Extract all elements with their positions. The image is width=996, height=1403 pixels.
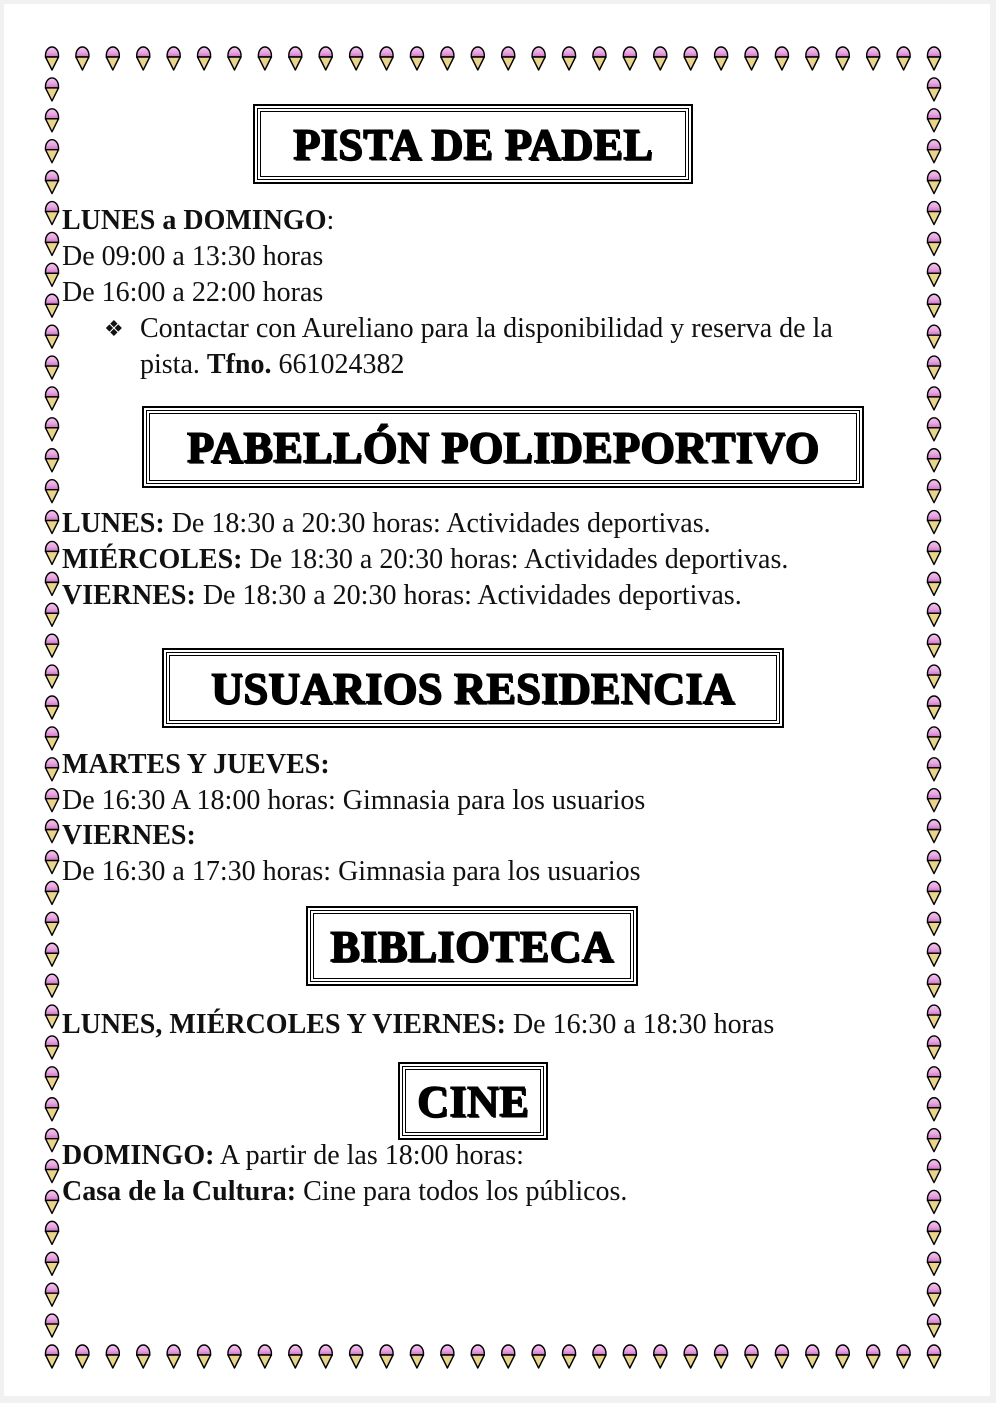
padel-note-line-1: Contactar con Aureliano para la disponibilidad y reserva de la: [140, 313, 833, 344]
ice-cream-cone-icon: [927, 1314, 940, 1337]
ice-cream-cone-icon: [350, 47, 363, 70]
ice-cream-cone-icon: [684, 1345, 697, 1368]
ice-cream-cone-icon: [289, 1345, 302, 1368]
ice-cream-cone-icon: [927, 1190, 940, 1213]
ice-cream-cone-icon: [228, 1345, 241, 1368]
ice-cream-cone-icon: [593, 47, 606, 70]
padel-hours-1: De 09:00 a 13:30 horas: [62, 241, 324, 272]
ice-cream-cone-icon: [927, 171, 940, 194]
ice-cream-cone-icon: [927, 511, 940, 534]
schedule-text: De 16:30 a 18:30 horas: [505, 1009, 775, 1040]
ice-cream-cone-icon: [45, 758, 58, 781]
ice-cream-cone-icon: [471, 47, 484, 70]
ice-cream-cone-icon: [927, 541, 940, 564]
residencia-line-1: De 16:30 A 18:00 horas: Gimnasia para los usuarios: [62, 785, 646, 816]
residencia-label-viernes: [62, 818, 196, 854]
cine-text-2: Cine para todos los públicos.: [296, 1176, 628, 1207]
ice-cream-cone-icon: [45, 974, 58, 997]
ice-cream-cone-icon: [867, 47, 880, 70]
ice-cream-cone-icon: [45, 1129, 58, 1152]
ice-cream-cone-icon: [45, 665, 58, 688]
document-page: [4, 4, 990, 1396]
ice-cream-cone-icon: [45, 202, 58, 225]
ice-cream-cone-icon: [45, 912, 58, 935]
row-text: De 18:30 a 20:30 horas: Actividades deportivas.: [164, 508, 711, 539]
residencia-line-2: De 16:30 a 17:30 horas: Gimnasia para los usuarios: [62, 856, 641, 887]
ice-cream-cone-icon: [45, 1190, 58, 1213]
cine-label-1: DOMINGO:: [62, 1140, 215, 1171]
ice-cream-cone-icon: [45, 1036, 58, 1059]
ice-cream-cone-icon: [45, 387, 58, 410]
row-label: VIERNES:: [62, 580, 196, 611]
ice-cream-cone-icon: [927, 78, 940, 101]
ice-cream-cone-icon: [76, 47, 89, 70]
row-label: LUNES:: [62, 508, 165, 539]
ice-cream-cone-icon: [927, 974, 940, 997]
title-pabellon-polideportivo: [146, 410, 860, 484]
ice-cream-cone-icon: [380, 47, 393, 70]
title-text: PISTA DE PADEL: [293, 119, 653, 169]
row-label: MIÉRCOLES:: [62, 544, 243, 575]
ice-cream-cone-icon: [45, 1252, 58, 1275]
ice-cream-cone-icon: [927, 1098, 940, 1121]
ice-cream-cone-icon: [137, 47, 150, 70]
ice-cream-cone-icon: [410, 47, 423, 70]
ice-cream-cone-icon: [897, 1345, 910, 1368]
ice-cream-cone-icon: [927, 1252, 940, 1275]
title-text: PABELLÓN POLIDEPORTIVO: [186, 422, 820, 472]
title-text: CINE: [416, 1076, 530, 1126]
ice-cream-cone-icon: [927, 232, 940, 255]
ice-cream-cone-icon: [927, 109, 940, 132]
ice-cream-cone-icon: [45, 1283, 58, 1306]
pabellon-row-miercoles: [62, 542, 788, 578]
ice-cream-cone-icon: [45, 1005, 58, 1028]
ice-cream-cone-icon: [927, 1129, 940, 1152]
ice-cream-cone-icon: [45, 480, 58, 503]
ice-cream-cone-icon: [927, 634, 940, 657]
ice-cream-cone-icon: [45, 1160, 58, 1183]
ice-cream-cone-icon: [927, 1345, 940, 1368]
title-text: USUARIOS RESIDENCIA: [210, 663, 736, 713]
padel-phone-label: Tfno.: [206, 349, 272, 380]
diamond-bullet-icon: ❖: [104, 316, 124, 341]
ice-cream-cone-icon: [927, 1067, 940, 1090]
ice-cream-cone-icon: [380, 1345, 393, 1368]
ice-cream-cone-icon: [745, 1345, 758, 1368]
ice-cream-cone-icon: [806, 1345, 819, 1368]
ice-cream-cone-icon: [45, 1221, 58, 1244]
ice-cream-cone-icon: [106, 1345, 119, 1368]
ice-cream-cone-icon: [927, 1005, 940, 1028]
cine-text-1: A partir de las 18:00 horas:: [214, 1140, 524, 1171]
ice-cream-cone-icon: [45, 449, 58, 472]
ice-cream-cone-icon: [532, 47, 545, 70]
ice-cream-cone-icon: [927, 325, 940, 348]
ice-cream-cone-icon: [623, 47, 636, 70]
ice-cream-cone-icon: [45, 418, 58, 441]
ice-cream-cone-icon: [684, 47, 697, 70]
schedule-label: LUNES, MIÉRCOLES Y VIERNES:: [62, 1009, 506, 1040]
ice-cream-cone-icon: [927, 1283, 940, 1306]
ice-cream-cone-icon: [927, 665, 940, 688]
row-text: De 18:30 a 20:30 horas: Actividades deportivas.: [242, 544, 789, 575]
ice-cream-cone-icon: [45, 232, 58, 255]
padel-days-suffix: :: [326, 205, 335, 236]
ice-cream-cone-icon: [927, 943, 940, 966]
ice-cream-cone-icon: [45, 294, 58, 317]
ice-cream-cone-icon: [45, 1098, 58, 1121]
cine-label-2: Casa de la Cultura:: [62, 1176, 297, 1207]
ice-cream-cone-icon: [319, 47, 332, 70]
ice-cream-cone-icon: [137, 1345, 150, 1368]
ice-cream-cone-icon: [927, 202, 940, 225]
ice-cream-cone-icon: [76, 1345, 89, 1368]
ice-cream-cone-icon: [45, 1067, 58, 1090]
ice-cream-cone-icon: [836, 1345, 849, 1368]
ice-cream-cone-icon: [319, 1345, 332, 1368]
ice-cream-cone-icon: [45, 171, 58, 194]
ice-cream-cone-icon: [167, 47, 180, 70]
ice-cream-cone-icon: [441, 1345, 454, 1368]
padel-days-label: LUNES a DOMINGO: [62, 205, 327, 236]
ice-cream-cone-icon: [775, 47, 788, 70]
ice-cream-cone-icon: [927, 449, 940, 472]
title-pista-de-padel: [257, 108, 689, 180]
padel-note-line-2: [140, 347, 404, 383]
ice-cream-cone-icon: [654, 1345, 667, 1368]
ice-cream-cone-icon: [927, 727, 940, 750]
ice-cream-cone-icon: [745, 47, 758, 70]
ice-cream-cone-icon: [228, 47, 241, 70]
ice-cream-cone-icon: [350, 1345, 363, 1368]
title-usuarios-residencia: [166, 652, 780, 724]
ice-cream-cone-icon: [45, 572, 58, 595]
label-text: VIERNES:: [62, 820, 196, 851]
ice-cream-cone-icon: [927, 387, 940, 410]
ice-cream-cone-icon: [258, 1345, 271, 1368]
ice-cream-cone-icon: [45, 1345, 58, 1368]
title-biblioteca: [310, 910, 634, 982]
row-text: De 18:30 a 20:30 horas: Actividades deportivas.: [195, 580, 742, 611]
ice-cream-cone-icon: [45, 1314, 58, 1337]
label-text: MARTES Y JUEVES:: [62, 749, 330, 780]
ice-cream-cone-icon: [715, 47, 728, 70]
ice-cream-cone-icon: [927, 758, 940, 781]
ice-cream-cone-icon: [45, 820, 58, 843]
ice-cream-cone-icon: [45, 325, 58, 348]
ice-cream-cone-icon: [715, 1345, 728, 1368]
ice-cream-cone-icon: [410, 1345, 423, 1368]
ice-cream-cone-icon: [927, 789, 940, 812]
ice-cream-cone-icon: [927, 356, 940, 379]
ice-cream-cone-icon: [562, 1345, 575, 1368]
ice-cream-cone-icon: [836, 47, 849, 70]
residencia-label-martes-jueves: [62, 747, 330, 783]
padel-note-prefix: pista.: [140, 349, 207, 380]
ice-cream-cone-icon: [167, 1345, 180, 1368]
ice-cream-cone-icon: [106, 47, 119, 70]
ice-cream-cone-icon: [45, 140, 58, 163]
ice-cream-cone-icon: [927, 820, 940, 843]
ice-cream-cone-icon: [258, 47, 271, 70]
ice-cream-cone-icon: [198, 1345, 211, 1368]
ice-cream-cone-icon: [45, 634, 58, 657]
ice-cream-cone-icon: [593, 1345, 606, 1368]
ice-cream-cone-icon: [927, 572, 940, 595]
ice-cream-cone-icon: [927, 696, 940, 719]
ice-cream-cone-icon: [927, 912, 940, 935]
ice-cream-cone-icon: [532, 1345, 545, 1368]
ice-cream-cone-icon: [441, 47, 454, 70]
ice-cream-cone-icon: [45, 881, 58, 904]
padel-days: [62, 203, 334, 239]
padel-hours-2: De 16:00 a 22:00 horas: [62, 277, 324, 308]
ice-cream-cone-icon: [45, 541, 58, 564]
ice-cream-cone-icon: [562, 47, 575, 70]
ice-cream-cone-icon: [502, 47, 515, 70]
ice-cream-cone-icon: [867, 1345, 880, 1368]
title-text: BIBLIOTECA: [330, 921, 614, 971]
title-cine: [402, 1066, 544, 1136]
ice-cream-cone-icon: [927, 47, 940, 70]
cine-line-2: [62, 1174, 627, 1210]
padel-phone-number: 661024382: [271, 349, 405, 380]
ice-cream-cone-icon: [927, 140, 940, 163]
ice-cream-cone-icon: [927, 418, 940, 441]
ice-cream-cone-icon: [927, 263, 940, 286]
ice-cream-cone-icon: [927, 881, 940, 904]
ice-cream-cone-icon: [927, 1160, 940, 1183]
ice-cream-cone-icon: [927, 480, 940, 503]
ice-cream-cone-icon: [927, 294, 940, 317]
ice-cream-cone-icon: [45, 696, 58, 719]
ice-cream-cone-icon: [775, 1345, 788, 1368]
ice-cream-cone-icon: [897, 47, 910, 70]
ice-cream-cone-icon: [198, 47, 211, 70]
pabellon-row-lunes: [62, 506, 711, 542]
biblioteca-schedule: [62, 1007, 774, 1043]
ice-cream-cone-icon: [45, 511, 58, 534]
ice-cream-cone-icon: [45, 943, 58, 966]
ice-cream-cone-icon: [927, 603, 940, 626]
ice-cream-cone-icon: [654, 47, 667, 70]
ice-cream-cone-icon: [471, 1345, 484, 1368]
ice-cream-cone-icon: [45, 789, 58, 812]
ice-cream-cone-icon: [623, 1345, 636, 1368]
ice-cream-cone-icon: [45, 851, 58, 874]
pabellon-row-viernes: [62, 578, 742, 614]
ice-cream-cone-icon: [502, 1345, 515, 1368]
cine-line-1: [62, 1138, 524, 1174]
ice-cream-cone-icon: [45, 109, 58, 132]
ice-cream-cone-icon: [45, 47, 58, 70]
ice-cream-cone-icon: [45, 727, 58, 750]
ice-cream-cone-icon: [289, 47, 302, 70]
ice-cream-cone-icon: [45, 603, 58, 626]
ice-cream-cone-icon: [45, 356, 58, 379]
ice-cream-cone-icon: [806, 47, 819, 70]
ice-cream-cone-icon: [927, 851, 940, 874]
ice-cream-cone-icon: [45, 78, 58, 101]
ice-cream-cone-icon: [45, 263, 58, 286]
ice-cream-cone-icon: [927, 1036, 940, 1059]
ice-cream-cone-icon: [927, 1221, 940, 1244]
